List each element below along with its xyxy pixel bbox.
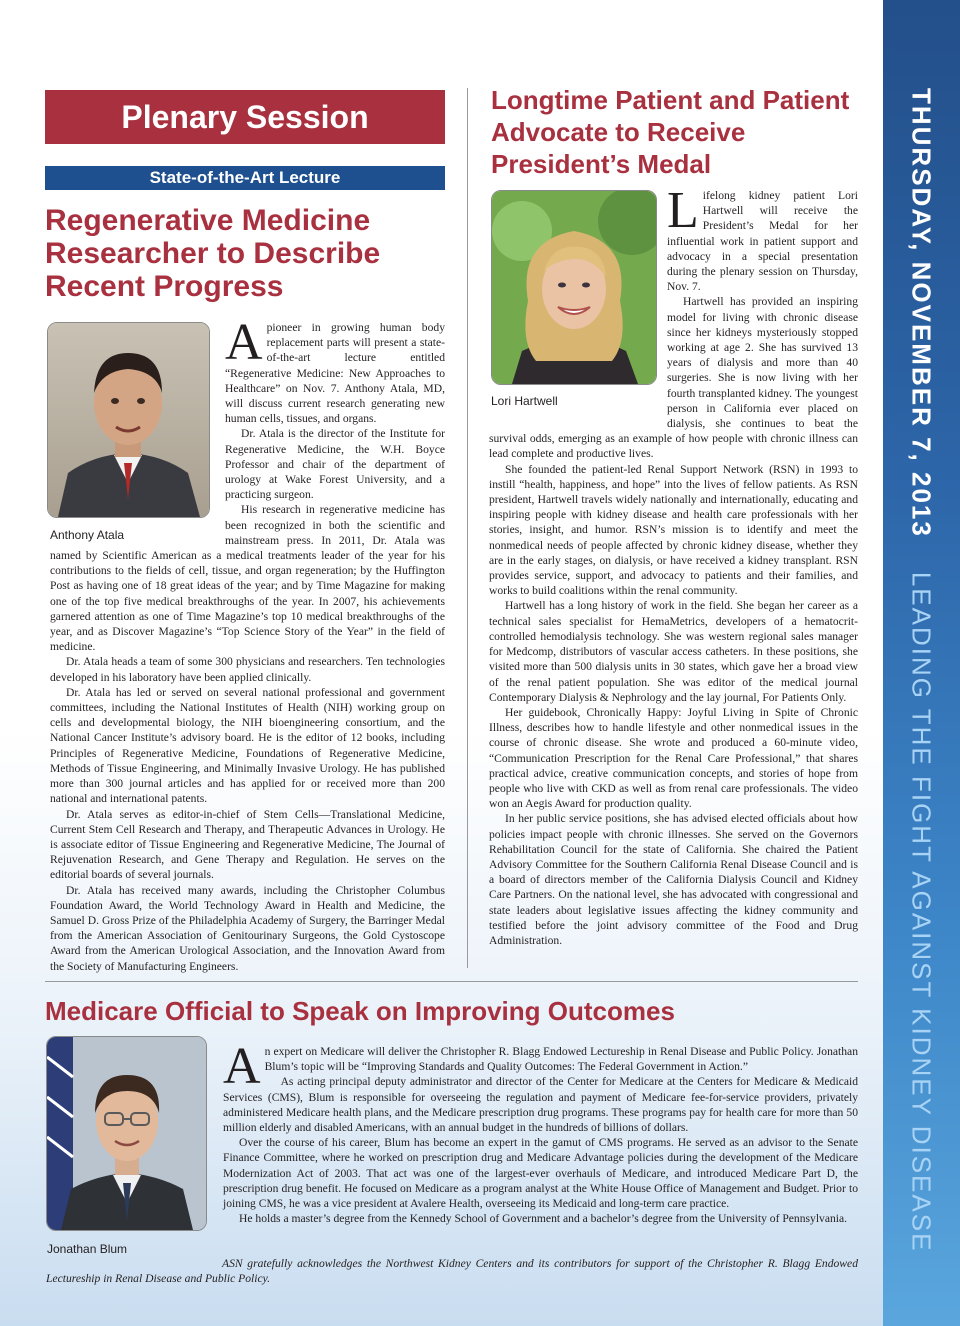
blum-dropcap: A	[223, 1038, 261, 1095]
atala-paragraph: His research in regenerative medicine has been recognized in both the scientific and mainstream press. In 2011, Dr. Atala was named by Scientific American as a medical treatments leader of the year for his contributions to the fields of cell, tissue, and organ regeneration; by the Huffington Post as having one of 18 great ideas of the year; and by Time Magazine for making one of the top five medical breakthroughs of the year. In 2007, his achievements garnered attention as one of Time Magazine’s top 10 medical breakthroughs of the year, and as Discover Magazine’s “Top Science Story of the Year” in the field of medicine.	[50, 503, 445, 654]
blum-paragraph: Over the course of his career, Blum has become an expert in the gamut of CMS programs. He served as an advisor to the Senate Finance Committee, where he worked on prescription drug and Medicare Advantage policies during the development of the Medicare Modernization Act of 2003. That act was one of the largest-ever overhauls of Medicare, and introduced Medicare Part D, the prescription drug benefit. He focused on Medicare as a program analyst at the White House Office of Management and Budget. Prior to joining CMS, he was a vice president at Avalere Health, overseeing its Medicaid and long-term care practice.	[223, 1136, 858, 1211]
atala-article	[50, 314, 445, 974]
blum-article	[46, 1038, 858, 1239]
hartwell-paragraph: Lifelong kidney patient Lori Hartwell will receive the President’s Medal for her influential work in patient support and advocacy in a special presentation during the plenary session on Thursday, Nov. 7.	[667, 182, 858, 294]
hartwell-paragraph: Hartwell has provided an inspiring model for living with chronic disease since her kidneys mysteriously stopped working at age 2. She has survived 13 years of dialysis and more than 40 surgeries. She is now living with her fourth transplanted kidney. The youngest person in California ever placed on dialysis, she continues to beat the survival odds, emerging as an example of how people with chronic illness can lead complete and productive lives.	[489, 295, 858, 461]
lecture-type-bar: State-of-the-Art Lecture	[45, 166, 445, 190]
hartwell-headline: Longtime Patient and Patient Advocate to Receive President’s Medal	[491, 85, 850, 179]
hartwell-paragraph: In her public service positions, she has advised elected officials about how policies impact people with chronic illnesses. She served on the Governors Rehabilitation Council for the state of California. She chaired the Patient Advisory Committee for the Southern California Renal Disease Council and is a board of directors member of the California Dialysis Council and Kidney Care Partners. On the national level, she has advocated with congressional and state leaders about legislative issues affecting the kidney community and testified before the joint advisory committee of the Food and Drug Administration.	[489, 812, 858, 947]
atala-dropcap: A	[225, 314, 263, 371]
hartwell-photo-caption: Lori Hartwell	[491, 394, 558, 408]
column-divider	[467, 88, 468, 968]
acknowledgment: ASN gratefully acknowledges the Northwest Kidney Centers and its contributors for support of the Christopher R. Blagg Endowed Lectureship in Renal Disease and Public Policy.	[46, 1257, 858, 1286]
atala-paragraph: Dr. Atala heads a team of some 300 physicians and researchers. Ten technologies developed in his laboratory have been applied clinically.	[50, 655, 445, 684]
blum-headline: Medicare Official to Speak on Improving Outcomes	[45, 996, 675, 1026]
atala-paragraph: Dr. Atala serves as editor-in-chief of Stem Cells—Translational Medicine, Current Stem Cell Research and Therapy, and Therapeutic Advances in Urology. He is associate editor of Tissue Engineering and Regenerative Medicine, The Journal of Rejuvenation Research, and Gene Therapy and Regulation. He serves on the editorial boards of several journals.	[50, 807, 445, 882]
hartwell-paragraph: She founded the patient-led Renal Support Network (RSN) in 1993 to instill “health, happiness, and hope” into the lives of fellow patients. As RSN president, Hartwell travels widely nationally and internationally, educating and inspiring people with kidney disease and health care professionals with her stories, insight, and humor. RSN’s mission is to identify and meet the nonmedical needs of people affected by chronic kidney disease, whether they are in the early stages, on dialysis, or have received a kidney transplant. RSN provides service, support, and advocacy to patients and their families, and works to build coalitions within the renal community.	[489, 462, 858, 598]
atala-paragraph: Dr. Atala has led or served on several national professional and government committees, including the National Institutes of Health (NIH) working group on cells and developmental biology, the NIH bioengineering consortium, and the National Cancer Institute’s advisory board. He is the editor of 12 books, including Principles of Regenerative Medicine, Foundations of Regenerative Medicine, Methods of Tissue Engineering, and Minimally Invasive Urology. He has published more than 300 journal articles and has applied for or received more than 200 national and international patents.	[50, 685, 445, 806]
blum-paragraph: An expert on Medicare will deliver the Christopher R. Blagg Endowed Lectureship in Renal Disease and Public Policy. Jonathan Blum’s topic will be “Improving Standards and Quality Outcomes: The Federal Government in Action.”	[223, 1038, 858, 1095]
section-divider	[45, 981, 858, 982]
blum-paragraph: He holds a master’s degree from the Kennedy School of Government and a bachelor’s degree from the University of Pennsylvania.	[239, 1212, 848, 1226]
plenary-session-banner: Plenary Session	[45, 90, 445, 144]
atala-paragraph: Dr. Atala has received many awards, including the Christopher Columbus Foundation Award, the World Technology Award in Health and Medicine, the Samuel D. Gross Prize of the Philadelphia Academy of Surgery, the Barringer Medal from the American Association of Genitourinary Surgeons, the Gold Cystoscope Award from the American Urological Association, and the Innovation Award from the Society of Manufacturing Engineers.	[50, 883, 445, 973]
publication-tagline: LEADING THE FIGHT AGAINST KIDNEY DISEASE	[906, 571, 937, 1253]
blum-photo-caption: Jonathan Blum	[47, 1242, 128, 1256]
atala-paragraph: Dr. Atala is the director of the Institute for Regenerative Medicine, the W.H. Boyce Professor and chair of the department of urology at Wake Forest University, and a practicing surgeon.	[225, 427, 445, 502]
hartwell-paragraph: Hartwell has a long history of work in the field. She began her career as a technical sales specialist for HemaMetrics, developers of a hematocrit-controlled hemodialysis technology. She was western regional sales manager for Medcomp, distributors of vascular access catheters. In these positions, she visited more than 500 dialysis units in 30 states, which gave her a broad view of the renal patient population. She was editor of the medical journal Contemporary Dialysis & Nephrology and the lay journal, For Patients Only.	[489, 599, 858, 704]
hartwell-dropcap: L	[667, 182, 699, 239]
hartwell-article	[489, 182, 858, 948]
issue-date: THURSDAY, NOVEMBER 7, 2013	[906, 88, 937, 538]
side-band-text	[906, 88, 937, 1252]
atala-paragraph: A pioneer in growing human body replacement parts will present a state-of-the-art lecture entitled “Regenerative Medicine: New Approaches to Healthcare” on Nov. 7. Anthony Atala, MD, will discuss current research generating new human cells, tissues, and organs.	[225, 314, 445, 426]
atala-photo-caption: Anthony Atala	[50, 528, 125, 542]
atala-headline: Regenerative Medicine Researcher to Describe Recent Progress	[45, 204, 381, 303]
hartwell-paragraph: Her guidebook, Chronically Happy: Joyful Living in Spite of Chronic Illness, describes how to handle lifestyle and other nonmedical issues in the course of chronic disease. She wrote and produced a 60-minute video, “Communication Prescription for the Renal Care Professional,” that shares practical advice, creative communication concepts, and stories of hope from people who live with CKD as well as from renal care professionals. The video won an Aegis Award for production quality.	[489, 705, 858, 811]
blum-paragraph: As acting principal deputy administrator and director of the Center for Medicare at the Centers for Medicare & Medicaid Services (CMS), Blum is responsible for overseeing the regulation and payment of Medicare fee-for-service providers, privately administered Medicare health plans, and the Medicare prescription drug programs. These programs pay for health care for more than 50 million elderly and disabled Americans, with an annual budget in the hundreds of billions of dollars.	[223, 1075, 858, 1135]
